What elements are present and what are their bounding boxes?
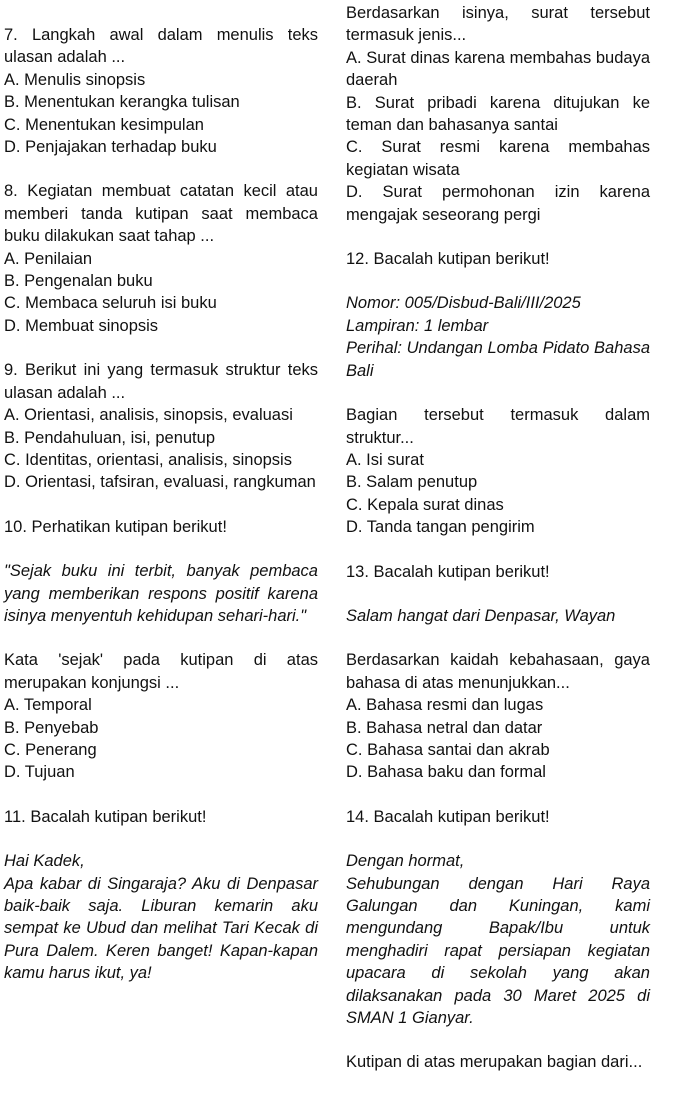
option-b[interactable]: B. Pendahuluan, isi, penutup xyxy=(4,428,215,447)
letter-body: Apa kabar di Singaraja? Aku di Denpasar baik-baik saja. Liburan kemarin aku sempat ke Ubud dan melihat Tari Kecak di Pura Dalem. Keren banget! Kapan-kapan kamu harus ikut, ya! xyxy=(4,874,318,983)
question-8 xyxy=(4,180,318,247)
option-c[interactable]: C. Surat resmi karena membahas kegiatan wisata xyxy=(346,138,650,179)
option-b[interactable]: B. Pengenalan buku xyxy=(4,272,153,291)
option-d[interactable]: D. Tanda tangan pengirim xyxy=(346,518,535,537)
question-9 xyxy=(4,359,318,404)
option-a[interactable]: A. Bahasa resmi dan lugas xyxy=(346,696,544,715)
question-number: 13. xyxy=(346,562,369,581)
question-number: 11. xyxy=(4,807,26,826)
option-d[interactable]: D. Surat permohonan izin karena mengajak seseorang pergi xyxy=(346,183,650,224)
question-stem: Bacalah kutipan berikut! xyxy=(373,250,550,269)
question-11 xyxy=(4,806,318,828)
option-d[interactable]: D. Tujuan xyxy=(4,763,75,782)
option-d[interactable]: D. Membuat sinopsis xyxy=(4,316,159,335)
letter-opening: Dengan hormat, xyxy=(346,852,465,871)
question-number: 14. xyxy=(346,807,369,826)
question-stem: Bacalah kutipan berikut! xyxy=(373,807,550,826)
quote-text: Salam hangat dari Denpasar, Wayan xyxy=(346,606,616,625)
quote-line-perihal: Perihal: Undangan Lomba Pidato Bahasa Bali xyxy=(346,339,650,380)
quote-text: "Sejak buku ini terbit, banyak pembaca yang memberikan respons positif karena isinya menyentuh kehidupan sehari-hari." xyxy=(4,562,318,625)
left-column xyxy=(4,2,318,985)
option-c[interactable]: C. Menentukan kesimpulan xyxy=(4,115,204,134)
question-number: 7. xyxy=(4,26,18,44)
letter-body: Sehubungan dengan Hari Raya Galungan dan Kuningan, kami mengundang Bapak/Ibu untuk menghadiri rapat persiapan kegiatan upacara di sekolah yang akan dilaksanakan pada 30 Maret 2025 di SMAN 1 Gianyar. xyxy=(346,874,650,1028)
letter-greeting: Hai Kadek, xyxy=(4,852,85,871)
option-b[interactable]: B. Bahasa netral dan datar xyxy=(346,718,543,737)
option-a[interactable]: A. Penilaian xyxy=(4,249,93,268)
question-12 xyxy=(346,248,650,270)
option-c[interactable]: C. Kepala surat dinas xyxy=(346,495,504,514)
question-number: 8. xyxy=(4,182,18,201)
question-stem: Perhatikan kutipan berikut! xyxy=(31,517,227,536)
question-text: Kata 'sejak' pada kutipan di atas merupakan konjungsi ... xyxy=(4,651,318,692)
question-stem: Bacalah kutipan berikut! xyxy=(30,807,207,826)
question-number: 12. xyxy=(346,250,369,269)
option-c[interactable]: C. Penerang xyxy=(4,740,97,759)
option-c[interactable]: C. Membaca seluruh isi buku xyxy=(4,294,217,313)
right-column xyxy=(346,2,650,1074)
question-text: Bagian tersebut termasuk dalam struktur... xyxy=(346,406,650,447)
question-stem: Kegiatan membuat catatan kecil atau memberi tanda kutipan saat membaca buku dilakukan saat tahap ... xyxy=(4,182,318,246)
option-c[interactable]: C. Identitas, orientasi, analisis, sinopsis xyxy=(4,450,292,469)
option-b[interactable]: B. Penyebab xyxy=(4,718,99,737)
question-stem: Bacalah kutipan berikut! xyxy=(373,562,550,581)
quote-line-lampiran: Lampiran: 1 lembar xyxy=(346,316,489,335)
option-d[interactable]: D. Penjajakan terhadap buku xyxy=(4,138,217,157)
question-7 xyxy=(4,24,318,69)
quote-line-nomor: Nomor: 005/Disbud-Bali/III/2025 xyxy=(346,294,581,313)
question-text: Kutipan di atas merupakan bagian dari... xyxy=(346,1053,643,1072)
question-stem: Berikut ini yang termasuk struktur teks ulasan adalah ... xyxy=(4,361,318,402)
question-14 xyxy=(346,806,650,828)
option-a[interactable]: A. Orientasi, analisis, sinopsis, evaluasi xyxy=(4,406,293,425)
option-b[interactable]: B. Menentukan kerangka tulisan xyxy=(4,93,240,112)
option-a[interactable]: A. Temporal xyxy=(4,696,92,715)
option-d[interactable]: D. Orientasi, tafsiran, evaluasi, rangkuman xyxy=(4,473,316,492)
question-number: 10. xyxy=(4,517,27,536)
option-b[interactable]: B. Salam penutup xyxy=(346,473,478,492)
option-a[interactable]: A. Menulis sinopsis xyxy=(4,70,146,89)
question-13 xyxy=(346,561,650,583)
question-stem: Langkah awal dalam menulis teks ulasan adalah ... xyxy=(4,26,318,67)
option-c[interactable]: C. Bahasa santai dan akrab xyxy=(346,740,550,759)
option-a[interactable]: A. Surat dinas karena membahas budaya daerah xyxy=(346,48,650,90)
question-number: 9. xyxy=(4,361,18,380)
option-d[interactable]: D. Bahasa baku dan formal xyxy=(346,763,546,782)
question-text: Berdasarkan isinya, surat tersebut termasuk jenis... xyxy=(346,4,650,45)
option-b[interactable]: B. Surat pribadi karena ditujukan ke teman dan bahasanya santai xyxy=(346,93,650,135)
question-10 xyxy=(4,516,318,538)
option-a[interactable]: A. Isi surat xyxy=(346,450,424,469)
question-text: Berdasarkan kaidah kebahasaan, gaya bahasa di atas menunjukkan... xyxy=(346,651,650,692)
